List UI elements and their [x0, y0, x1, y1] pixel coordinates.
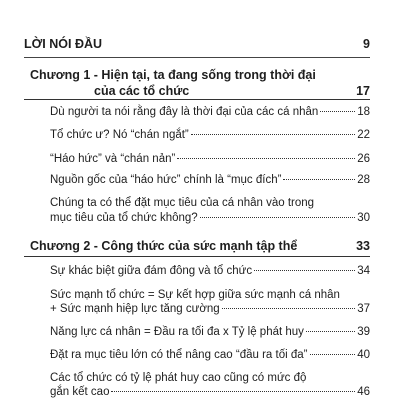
- toc-item-title-line1: Chúng ta có thể đặt mục tiêu của cá nhân vào trong: [50, 197, 315, 209]
- toc-item-title: Sự khác biệt giữa đám đông và tổ chức: [50, 265, 253, 277]
- leader-dots: [320, 111, 355, 112]
- toc-item[interactable]: [50, 348, 370, 363]
- toc-item-page: 18: [357, 106, 370, 118]
- chapter-2-rule: [24, 256, 370, 257]
- chapter-1-rule: [24, 99, 370, 100]
- toc-foreword[interactable]: [24, 36, 370, 52]
- leader-dots: [222, 308, 356, 309]
- toc-item[interactable]: [50, 325, 370, 340]
- toc-item-title-line2: gắn kết cao: [50, 386, 110, 398]
- leader-dots: [283, 179, 355, 180]
- chapter-1-title-line2: của các tổ chức: [94, 84, 190, 98]
- toc-item-title: Tổ chức ư? Nó “chán ngắt”: [50, 129, 189, 141]
- toc-item-page: 34: [357, 265, 370, 277]
- leader-dots: [306, 331, 355, 332]
- leader-dots: [310, 354, 356, 355]
- toc-foreword-title: LỜI NÓI ĐẦU: [24, 37, 103, 51]
- chapter-2-title-row: [30, 238, 370, 254]
- toc-item-row2: [50, 385, 370, 400]
- toc-item-title: Đặt ra mục tiêu lớn có thể nâng cao “đầu ra tối đa”: [50, 349, 308, 361]
- toc-item-row2: [50, 302, 370, 317]
- toc-item-page: 40: [357, 349, 370, 361]
- toc-item-page: 46: [357, 386, 370, 398]
- toc-item[interactable]: [50, 173, 370, 188]
- toc-item-page: 37: [357, 303, 370, 315]
- toc-item-title: Nguồn gốc của “háo hức” chính là “mục đích”: [50, 174, 282, 186]
- toc-item-page: 28: [357, 174, 370, 186]
- toc-item-title: Năng lực cá nhân = Đầu ra tối đa x Tỷ lệ phát huy: [50, 326, 304, 338]
- toc-item[interactable]: [50, 105, 370, 120]
- toc-item-page: 22: [357, 129, 370, 141]
- chapter-1-title-line1: Chương 1 - Hiện tại, ta đang sống trong thời đại: [30, 68, 316, 82]
- toc-item-title-line1: Các tổ chức có tỷ lệ phát huy cao cũng có mức độ: [50, 372, 307, 384]
- toc-item[interactable]: [50, 128, 370, 143]
- toc-item-title-line2: mục tiêu của tổ chức không?: [50, 212, 198, 224]
- toc-item-title-line2: + Sức mạnh hiệp lực tăng cường: [50, 303, 220, 315]
- toc-item[interactable]: [50, 152, 370, 167]
- toc-item-title: Dù người ta nói rằng đây là thời đại của các cá nhân: [50, 106, 319, 118]
- toc-foreword-page: 9: [363, 37, 370, 51]
- chapter-2-title: Chương 2 - Công thức của sức mạnh tập thể: [30, 239, 298, 253]
- toc-item-page: 39: [357, 326, 370, 338]
- leader-dots: [191, 134, 355, 135]
- leader-dots: [111, 391, 355, 392]
- toc-item-page: 26: [357, 153, 370, 165]
- toc-item-row2: [50, 211, 370, 226]
- toc-item-title: “Háo hức” và “chán nản”: [50, 153, 176, 165]
- toc-divider: [24, 57, 370, 58]
- toc-item[interactable]: [50, 264, 370, 279]
- toc-item-title-line1: Sức mạnh tổ chức = Sự kết hợp giữa sức mạnh cá nhân: [50, 289, 340, 301]
- leader-dots: [200, 217, 356, 218]
- leader-dots: [254, 270, 355, 271]
- chapter-1-page: 17: [356, 84, 370, 98]
- chapter-2-page: 33: [356, 239, 370, 253]
- leader-dots: [177, 158, 355, 159]
- chapter-1-title-row2: [94, 83, 370, 99]
- toc-item-page: 30: [357, 212, 370, 224]
